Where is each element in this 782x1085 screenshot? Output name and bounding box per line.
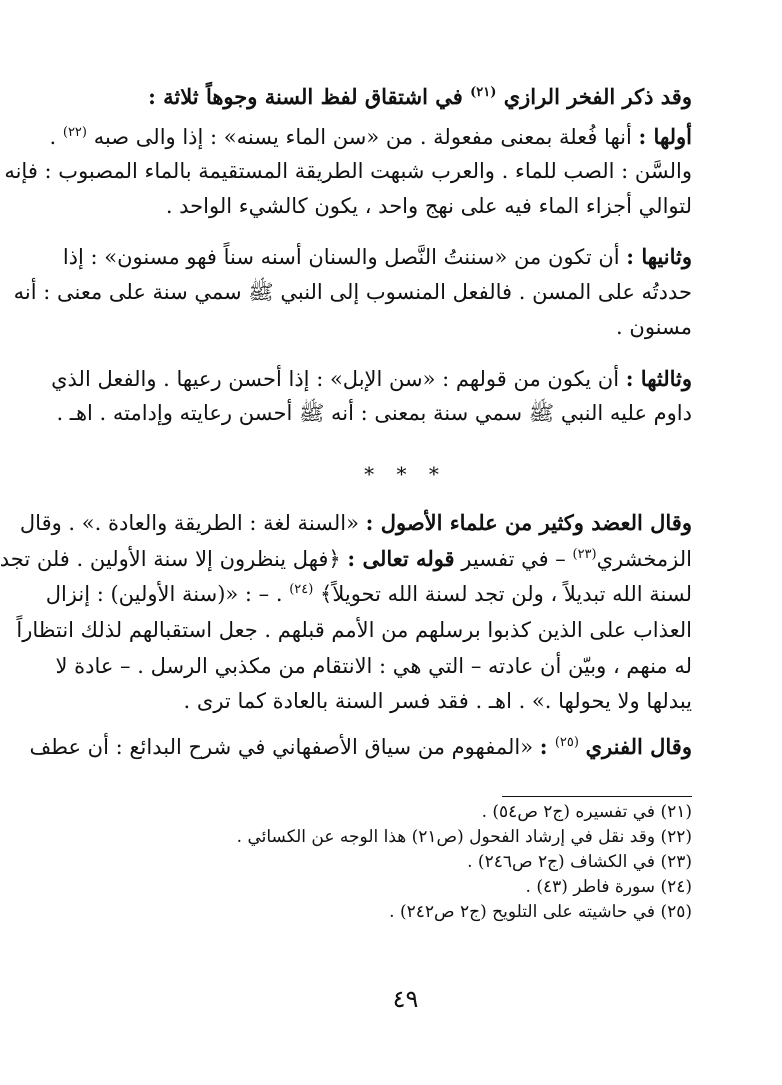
footnote-ref-21[interactable]: (٢١) xyxy=(470,85,497,100)
verse-text-1: ﴿فهل ينظرون إلا سنة الأولين . فلن تجد xyxy=(0,547,348,571)
second-line-3: مسنون . xyxy=(616,315,692,339)
intro-text: وقد ذكر الفخر الرازي xyxy=(503,84,692,109)
first-line-1 xyxy=(49,122,692,152)
first-line-2: والسَّن : الصب للماء . والعرب شبهت الطريقة المستقيمة بالماء المصبوب : فإنه xyxy=(4,159,692,183)
fanari-colon: : xyxy=(539,734,555,759)
footnote-23: (٢٣) في الكشاف (ج٢ ص٢٤٦) . xyxy=(467,852,692,872)
section-separator: * * * xyxy=(364,462,447,486)
footnote-ref-22[interactable]: (٢٢) xyxy=(62,125,87,140)
adud-line-6: يبدلها ولا يحولها .» . اهـ . فقد فسر السنة بالعادة كما ترى . xyxy=(183,689,692,713)
intro-line xyxy=(112,82,692,112)
second-line-1 xyxy=(62,242,692,272)
third-text-1: أن يكون من قولهم : «سن الإبل» : إذا أحسن رعيها . والفعل الذي xyxy=(51,367,626,391)
fanari-line-1 xyxy=(29,732,692,762)
footnote-divider xyxy=(502,796,692,797)
first-label: أولها : xyxy=(638,124,692,149)
adud-text-3: . – : «(سنة الأولين) : إنزال xyxy=(45,582,290,606)
footnote-21: (٢١) في تفسيره (ج٢ ص٥٤) . xyxy=(481,802,692,822)
adud-line-4: العذاب على الذين كذبوا برسلهم من الأمم قبلهم . جعل استقبالهم لذلك انتظاراً xyxy=(16,618,692,642)
adud-label: وقال العضد وكثير من علماء الأصول : xyxy=(365,510,692,535)
first-text-1-end: . xyxy=(49,125,63,149)
adud-line-3 xyxy=(45,579,692,609)
first-line-3: لتوالي أجزاء الماء فيه على نهج واحد ، يكون كالشيء الواحد . xyxy=(165,194,692,218)
footnote-ref-23[interactable]: (٢٣) xyxy=(572,547,597,562)
footnote-25: (٢٥) في حاشيته على التلويح (ج٢ ص٢٤٢) . xyxy=(389,902,692,922)
adud-line-5: له منهم ، وبيّن أن عادته – التي هي : الانتقام من مكذبي الرسل . – عادة لا xyxy=(55,654,692,678)
adud-text-2: – في تفسير xyxy=(454,547,573,571)
second-text-1: أن تكون من «سننتُ النَّصل والسنان أسنه سناً فهو مسنون» : إذا xyxy=(62,245,627,269)
fanari-label: وقال الفنري xyxy=(585,734,692,759)
footnote-ref-24[interactable]: (٢٤) xyxy=(289,582,314,597)
intro-text-end: في اشتقاق لفظ السنة وجوهاً ثلاثة : xyxy=(148,84,471,109)
zamakhshari-name: الزمخشري xyxy=(596,547,692,571)
footnote-ref-25[interactable]: (٢٥) xyxy=(554,735,579,750)
third-line-2: داوم عليه النبي ﷺ سمي سنة بمعنى : أنه ﷺ أحسن رعايته وإدامته . اهـ . xyxy=(56,401,692,425)
adud-line-2 xyxy=(0,544,692,574)
verse-text-2: لسنة الله تبديلاً ، ولن تجد لسنة الله تحويلاً﴾ xyxy=(320,582,692,606)
page-number: ٤٩ xyxy=(392,985,419,1013)
third-line-1 xyxy=(51,364,692,394)
second-label: وثانيها : xyxy=(626,244,692,269)
footnote-24: (٢٤) سورة فاطر (٤٣) . xyxy=(525,877,692,897)
second-line-2: حددتُه على المسن . فالفعل المنسوب إلى النبي ﷺ سمي سنة على معنى : أنه xyxy=(13,280,692,304)
footnote-22: (٢٢) وقد نقل في إرشاد الفحول (ص٢١) هذا الوجه عن الكسائي . xyxy=(236,827,692,847)
fanari-text-1: «المفهوم من سياق الأصفهاني في شرح البدائع : أن عطف xyxy=(29,735,540,759)
adud-line-1 xyxy=(19,508,692,538)
verse-intro: قوله تعالى : xyxy=(347,546,455,571)
third-label: وثالثها : xyxy=(625,366,692,391)
adud-text-1: «السنة لغة : الطريقة والعادة .» . وقال xyxy=(19,511,366,535)
first-text-1: أنها فُعلة بمعنى مفعولة . من «سن الماء يسنه» : إذا والى صبه xyxy=(93,125,639,149)
